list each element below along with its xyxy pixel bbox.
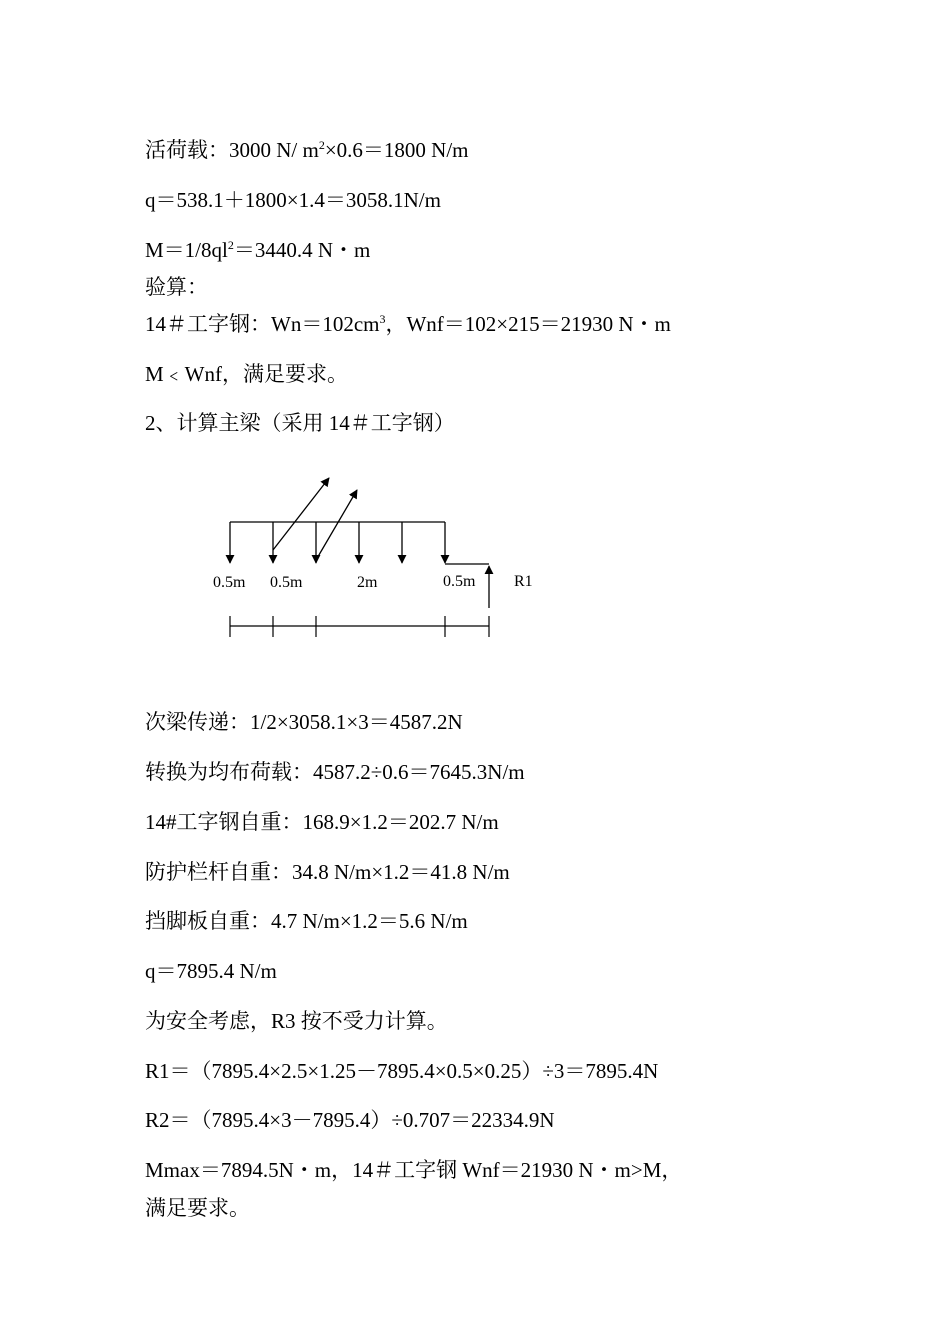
reaction-label: R1	[514, 573, 533, 590]
q-total-line: q＝538.1＋1800×1.4＝3058.1N/m	[145, 188, 441, 212]
calc-line: R2＝（7895.4×3－7895.4）÷0.707＝22334.9N	[145, 1108, 555, 1132]
span-label: 0.5m	[443, 573, 476, 590]
calc-line: 防护栏杆自重：34.8 N/m×1.2＝41.8 N/m	[145, 860, 510, 884]
main-beam-heading: 2、计算主梁（采用 14＃工字钢）	[145, 411, 455, 435]
calc-line: Mmax＝7894.5N・m，14＃工字钢 Wnf＝21930 N・m>M，	[145, 1158, 683, 1182]
moment-exponent: 2	[227, 238, 234, 252]
section-text-end: ，Wnf＝102×215＝21930 N・m	[385, 312, 671, 336]
section-modulus-line	[145, 311, 671, 337]
calc-line: R1＝（7895.4×2.5×1.25－7895.4×0.5×0.25）÷3＝7895.4N	[145, 1059, 659, 1083]
calc-line: 满足要求。	[145, 1196, 250, 1220]
moment-text: M＝1/8ql	[145, 238, 228, 262]
live-load-text: 活荷载：3000 N/ m	[145, 138, 319, 162]
calc-line: 14#工字钢自重：168.9×1.2＝202.7 N/m	[145, 810, 499, 834]
conclusion-line: M﹤Wnf，满足要求。	[145, 362, 348, 386]
live-load-line	[145, 137, 469, 163]
span-label: 2m	[357, 574, 378, 591]
beam-load-diagram	[205, 470, 545, 645]
section-text: 14＃工字钢：Wn＝102cm	[145, 312, 380, 336]
moment-text-end: ＝3440.4 N・m	[233, 238, 371, 262]
diagonal-arrow	[316, 490, 357, 560]
calc-line: 挡脚板自重：4.7 N/m×1.2＝5.6 N/m	[145, 909, 468, 933]
diagonal-arrow	[273, 478, 329, 550]
live-load-text-end: ×0.6＝1800 N/m	[324, 138, 469, 162]
check-heading: 验算：	[145, 275, 208, 299]
span-label: 0.5m	[213, 574, 246, 591]
calc-line: q＝7895.4 N/m	[145, 959, 277, 983]
calc-line: 转换为均布荷载：4587.2÷0.6＝7645.3N/m	[145, 760, 525, 784]
calc-line: 次梁传递：1/2×3058.1×3＝4587.2N	[145, 710, 463, 734]
span-label: 0.5m	[270, 574, 303, 591]
moment-line	[145, 237, 370, 263]
section-exponent: 3	[379, 312, 386, 326]
live-load-exponent: 2	[318, 138, 325, 152]
calc-line: 为安全考虑，R3 按不受力计算。	[145, 1009, 448, 1033]
